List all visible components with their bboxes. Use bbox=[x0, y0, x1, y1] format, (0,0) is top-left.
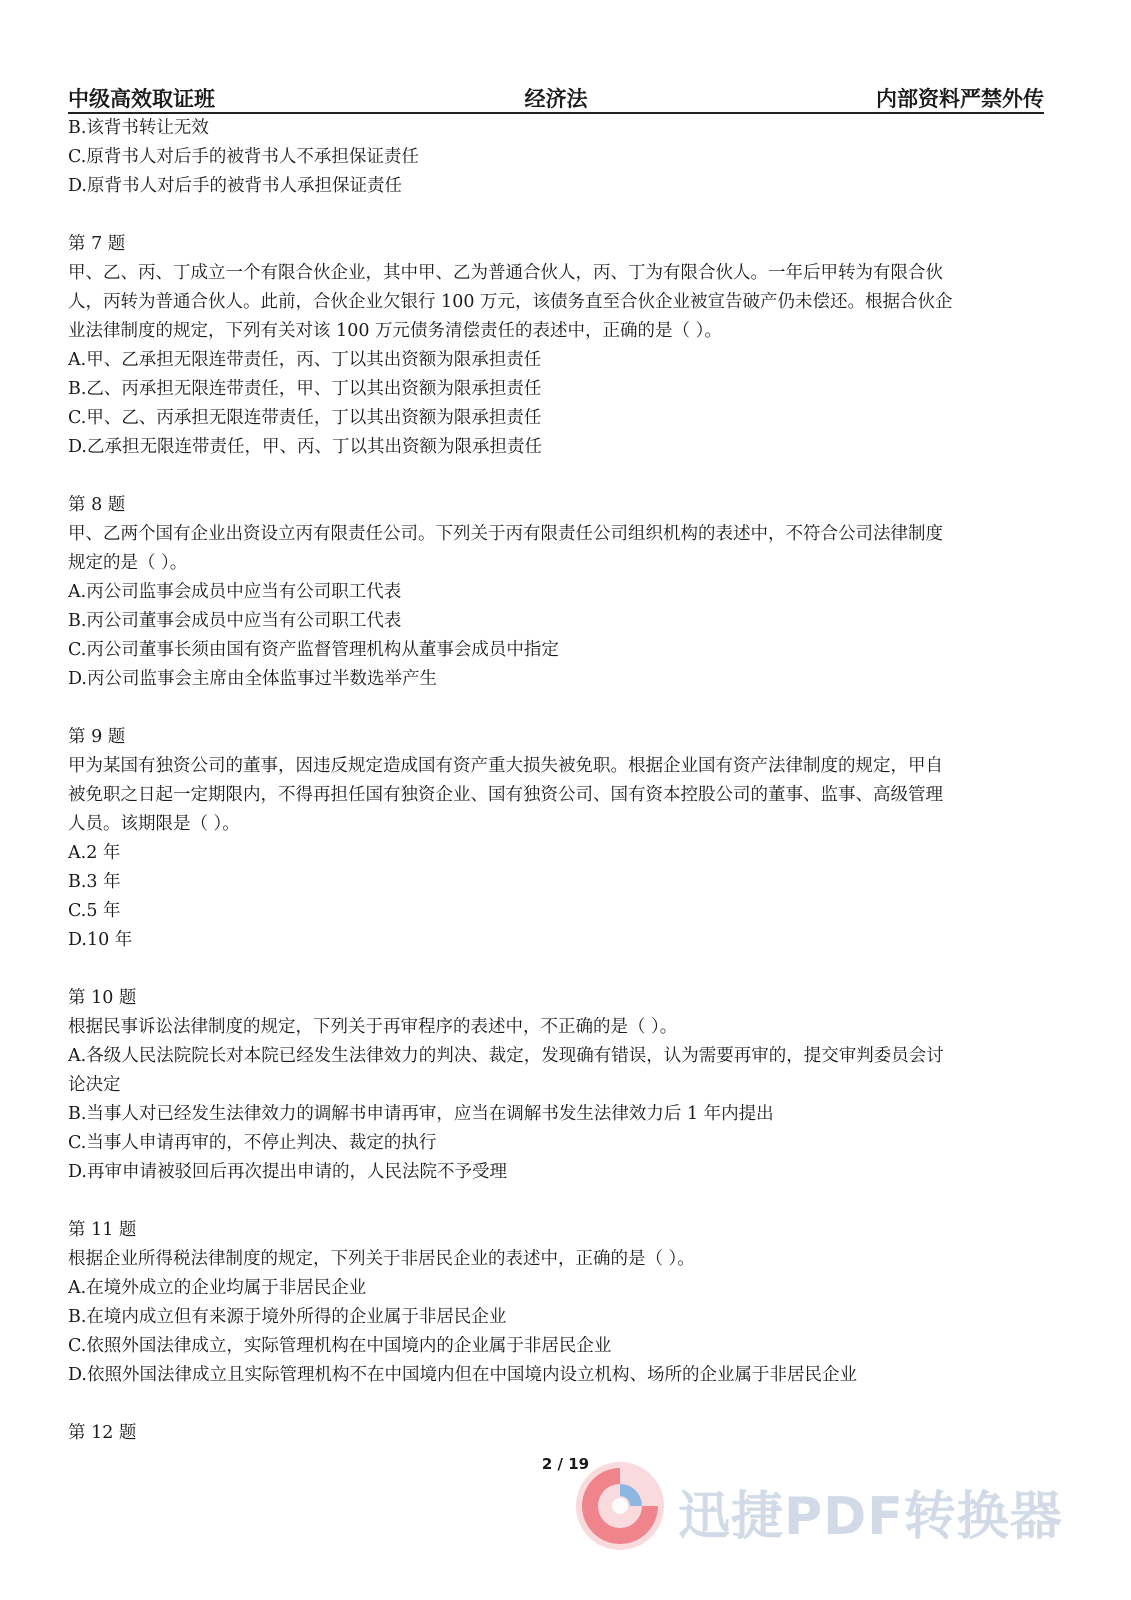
option-line: D.原背书人对后手的被背书人承担保证责任 bbox=[68, 176, 402, 196]
option-line: C.5 年 bbox=[68, 901, 121, 921]
header-left-title: 中级高效取证班 bbox=[68, 87, 215, 111]
spacer bbox=[68, 1187, 1044, 1216]
question-stem-line: 根据民事诉讼法律制度的规定，下列关于再审程序的表述中，不正确的是（ ）。 bbox=[68, 1017, 678, 1037]
question-title: 第 8 题 bbox=[68, 495, 126, 515]
option-line: D.10 年 bbox=[68, 930, 133, 950]
question-stem-line: 甲、乙、丙、丁成立一个有限合伙企业，其中甲、乙为普通合伙人，丙、丁为有限合伙人。一年后甲转为有限合伙 bbox=[68, 263, 943, 283]
header-right-title: 内部资料严禁外传 bbox=[876, 87, 1044, 111]
option-line: B.该背书转让无效 bbox=[68, 118, 209, 138]
option-line: A.甲、乙承担无限连带责任，丙、丁以其出资额为限承担责任 bbox=[68, 350, 542, 370]
question-stem-line: 被免职之日起一定期限内，不得再担任国有独资企业、国有独资公司、国有资本控股公司的董事、监事、高级管理 bbox=[68, 785, 943, 805]
question-stem-line: 根据企业所得税法律制度的规定，下列关于非居民企业的表述中，正确的是（ ）。 bbox=[68, 1249, 695, 1269]
option-line: B.3 年 bbox=[68, 872, 121, 892]
previous-options bbox=[68, 114, 1044, 201]
question-title: 第 10 题 bbox=[68, 988, 137, 1008]
option-line: C.丙公司董事长须由国有资产监督管理机构从董事会成员中指定 bbox=[68, 640, 559, 660]
question-title: 第 11 题 bbox=[68, 1220, 137, 1240]
question-7 bbox=[68, 230, 1044, 462]
question-stem-line: 业法律制度的规定，下列有关对该 100 万元债务清偿责任的表述中，正确的是（ ）。 bbox=[68, 321, 722, 341]
option-line: C.当事人申请再审的，不停止判决、裁定的执行 bbox=[68, 1133, 437, 1153]
option-line: D.乙承担无限连带责任，甲、丙、丁以其出资额为限承担责任 bbox=[68, 437, 542, 457]
spacer bbox=[68, 694, 1044, 723]
question-stem-line: 规定的是（ ）。 bbox=[68, 553, 188, 573]
header-center-title: 经济法 bbox=[524, 87, 588, 111]
option-line: C.甲、乙、丙承担无限连带责任，丁以其出资额为限承担责任 bbox=[68, 408, 542, 428]
option-line: D.丙公司监事会主席由全体监事过半数选举产生 bbox=[68, 669, 437, 689]
page-number: 2 / 19 bbox=[541, 1455, 590, 1473]
spacer bbox=[68, 462, 1044, 491]
document-body bbox=[68, 114, 1044, 1448]
question-12-title: 第 12 题 bbox=[68, 1423, 137, 1443]
converter-watermark bbox=[572, 1458, 1092, 1554]
option-line: A.各级人民法院院长对本院已经发生法律效力的判决、裁定，发现确有错误，认为需要再审的，提交审判委员会讨 bbox=[68, 1046, 944, 1066]
option-line: B.丙公司董事会成员中应当有公司职工代表 bbox=[68, 611, 402, 631]
question-stem-line: 甲为某国有独资公司的董事，因违反规定造成国有资产重大损失被免职。根据企业国有资产法律制度的规定，甲自 bbox=[68, 756, 943, 776]
spacer bbox=[68, 201, 1044, 230]
question-stem-line: 人员。该期限是（ ）。 bbox=[68, 814, 240, 834]
option-line: B.当事人对已经发生法律效力的调解书申请再审，应当在调解书发生法律效力后 1 年内提出 bbox=[68, 1104, 774, 1124]
option-line: D.再审申请被驳回后再次提出申请的，人民法院不予受理 bbox=[68, 1162, 507, 1182]
option-line: B.乙、丙承担无限连带责任，甲、丁以其出资额为限承担责任 bbox=[68, 379, 542, 399]
question-title: 第 7 题 bbox=[68, 234, 126, 254]
spacer bbox=[68, 955, 1044, 984]
question-stem-line: 人，丙转为普通合伙人。此前，合伙企业欠银行 100 万元，该债务直至合伙企业被宣告破产仍未偿还。根据合伙企 bbox=[68, 292, 953, 312]
question-11 bbox=[68, 1216, 1044, 1390]
option-line: C.依照外国法律成立，实际管理机构在中国境内的企业属于非居民企业 bbox=[68, 1336, 612, 1356]
question-10 bbox=[68, 984, 1044, 1187]
question-title: 第 9 题 bbox=[68, 727, 126, 747]
question-8 bbox=[68, 491, 1044, 694]
option-line: A.在境外成立的企业均属于非居民企业 bbox=[68, 1278, 367, 1298]
question-9 bbox=[68, 723, 1044, 955]
option-line: A.丙公司监事会成员中应当有公司职工代表 bbox=[68, 582, 402, 602]
spacer bbox=[68, 1390, 1044, 1419]
option-line: A.2 年 bbox=[68, 843, 121, 863]
option-line: 论决定 bbox=[68, 1075, 121, 1095]
option-line: C.原背书人对后手的被背书人不承担保证责任 bbox=[68, 147, 419, 167]
page-header bbox=[68, 80, 1044, 114]
watermark-text: 迅捷PDF转换器 bbox=[678, 1487, 1063, 1547]
option-line: B.在境内成立但有来源于境外所得的企业属于非居民企业 bbox=[68, 1307, 507, 1327]
converter-logo-icon bbox=[572, 1458, 668, 1554]
option-line: D.依照外国法律成立且实际管理机构不在中国境内但在中国境内设立机构、场所的企业属于非居民企业 bbox=[68, 1365, 857, 1385]
question-stem-line: 甲、乙两个国有企业出资设立丙有限责任公司。下列关于丙有限责任公司组织机构的表述中，不符合公司法律制度 bbox=[68, 524, 943, 544]
